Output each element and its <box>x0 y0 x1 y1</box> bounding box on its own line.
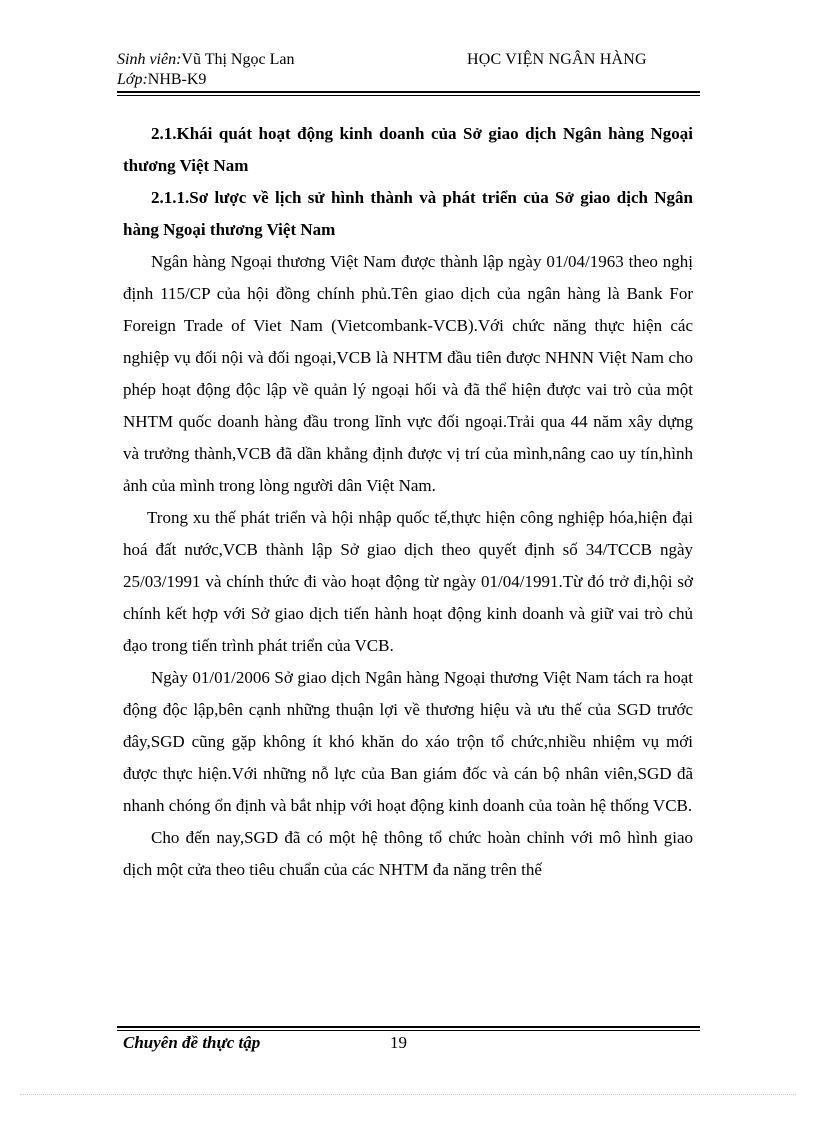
footer-title: Chuyên đề thực tập <box>123 1033 261 1052</box>
paragraph: Ngày 01/01/2006 Sở giao dịch Ngân hàng Ngoại thương Việt Nam tách ra hoạt động độc lập,bên cạnh những thuận lợi về thương hiệu và ưu thế của SGD trước đây,SGD cũng gặp không ít khó khăn do xáo trộn tổ chức,nhiều nhiệm vụ mới được thực hiện.Với những nỗ lực của Ban giám đốc và cán bộ nhân viên,SGD đã nhanh chóng ổn định và bắt nhịp với hoạt động kinh doanh của toàn hệ thống VCB. <box>123 668 693 815</box>
student-line <box>117 50 294 70</box>
paragraph: Ngân hàng Ngoại thương Việt Nam được thành lập ngày 01/04/1963 theo nghị định 115/CP của hội đồng chính phủ.Tên giao dịch của ngân hàng là Bank For Foreign Trade of Viet Nam (Vietcombank-VCB).Với chức năng thực hiện các nghiệp vụ đối nội và đối ngoại,VCB là NHTM đầu tiên được NHNN Việt Nam cho phép hoạt động độc lập về quản lý ngoại hối và đã thể hiện được vai trò của một NHTM quốc doanh hàng đầu trong lĩnh vực đối ngoại.Trải qua 44 năm xây dựng và trưởng thành,VCB đã dần khẳng định được vị trí của mình,nâng cao uy tín,hình ảnh của mình trong lòng người dân Việt Nam. <box>123 252 693 495</box>
header-rule <box>117 91 700 93</box>
student-info <box>117 50 294 90</box>
document-body <box>123 118 693 886</box>
page-header <box>117 50 700 96</box>
paragraph: Trong xu thế phát triển và hội nhập quốc tế,thực hiện công nghiệp hóa,hiện đại hoá đất nước,VCB thành lập Sở giao dịch theo quyết định số 34/TCCB ngày 25/03/1991 và chính thức đi vào hoạt động từ ngày 01/04/1991.Từ đó trở đi,hội sở chính kết hợp với Sở giao dịch tiến hành hoạt động kinh doanh và giữ vai trò chủ đạo trong tiến trình phát triển của VCB. <box>123 508 693 655</box>
section-heading: 2.1.Khái quát hoạt động kinh doanh của Sở giao dịch Ngân hàng Ngoại thương Việt Nam <box>123 124 693 175</box>
student-label: Sinh viên: <box>117 51 182 68</box>
paragraph: Cho đến nay,SGD đã có một hệ thông tổ chức hoàn chỉnh với mô hình giao dịch một cửa theo tiêu chuẩn của các NHTM đa năng trên thế <box>123 828 693 879</box>
footer-rule <box>117 1026 700 1028</box>
student-name: Vũ Thị Ngọc Lan <box>181 51 295 68</box>
subsection-heading: 2.1.1.Sơ lược về lịch sử hình thành và phát triển của Sở giao dịch Ngân hàng Ngoại thương Việt Nam <box>123 188 693 239</box>
class-name: NHB-K9 <box>147 71 207 88</box>
class-label: Lớp: <box>117 71 148 88</box>
class-line <box>117 70 294 90</box>
header-rule-thin <box>117 95 700 96</box>
page-number: 19 <box>390 1033 407 1052</box>
footer-rule-thin <box>117 1030 700 1031</box>
page-edge-divider <box>20 1094 796 1095</box>
institution-name: HỌC VIỆN NGÂN HÀNG <box>467 51 647 68</box>
